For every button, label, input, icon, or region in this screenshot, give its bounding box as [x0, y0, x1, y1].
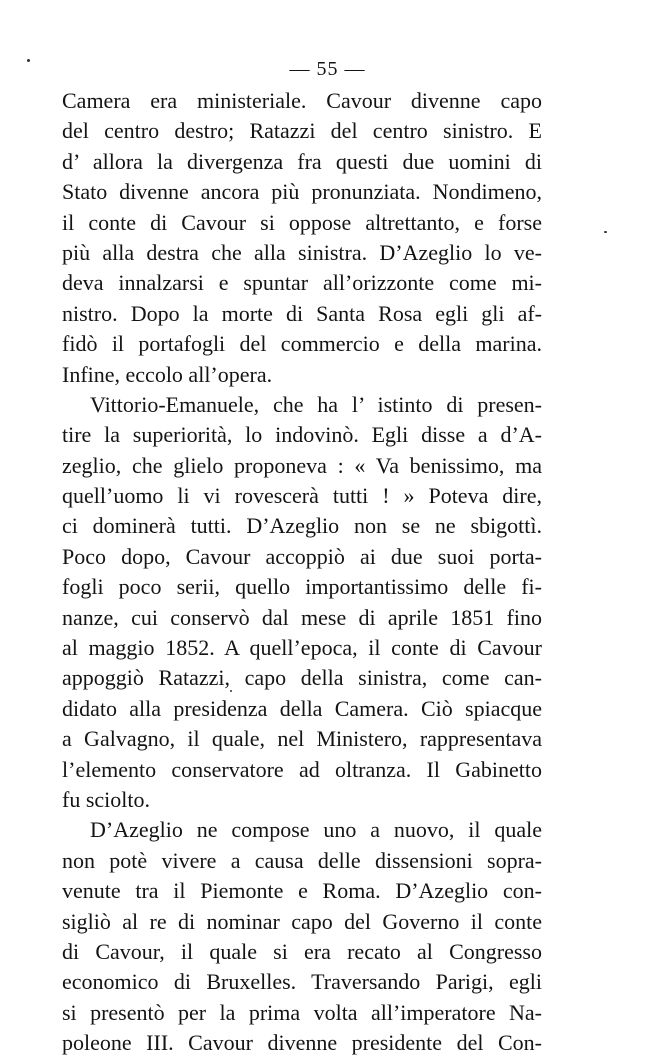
text-line: didato alla presidenza della Camera. Ciò spiacque	[62, 695, 542, 721]
text-line: Camera era ministeriale. Cavour divenne capo	[62, 88, 542, 113]
text-line: fidò il portafogli del commercio e della marina.	[62, 331, 542, 357]
text-line: economico di Bruxelles. Traversando Parigi, egli	[62, 969, 542, 995]
scan-speck	[27, 59, 30, 62]
text-line: l’elemento conservatore ad oltranza. Il Gabinetto	[62, 756, 542, 782]
text-line: Poco dopo, Cavour accoppiò ai due suoi porta-	[62, 543, 542, 569]
text-line: quell’uomo li vi rovescerà tutti ! » Poteva dire,	[62, 483, 542, 509]
text-line: ci dominerà tutti. D’Azeglio non se ne sbigottì.	[62, 513, 542, 539]
text-line: Vittorio-Emanuele, che ha l’ istinto di presen-	[90, 391, 542, 417]
text-line: al maggio 1852. A quell’epoca, il conte di Cavour	[62, 635, 542, 661]
text-line: tire la superiorità, lo indovinò. Egli disse a d’A-	[62, 422, 542, 448]
text-line: fu sciolto.	[62, 786, 150, 812]
text-line: zeglio, che glielo proponeva : « Va benissimo, ma	[62, 452, 542, 478]
text-line: deva innalzarsi e spuntar all’orizzonte come mi-	[62, 270, 542, 296]
text-line: sigliò al re di nominar capo del Governo il conte	[62, 908, 542, 934]
text-line: più alla destra che alla sinistra. D’Azeglio lo ve-	[62, 239, 542, 265]
text-line: a Galvagno, il quale, nel Ministero, rappresentava	[62, 726, 542, 752]
body-text	[62, 86, 542, 1059]
page-number: — 55 —	[289, 58, 366, 80]
text-line: nistro. Dopo la morte di Santa Rosa egli gli af-	[62, 300, 542, 326]
text-line: Stato divenne ancora più pronunziata. Nondimeno,	[62, 179, 542, 205]
text-line: fogli poco serii, quello importantissimo delle fi-	[62, 574, 542, 600]
text-line: appoggiò Ratazzi, capo della sinistra, come can-	[62, 665, 542, 691]
text-line: del centro destro; Ratazzi del centro sinistro. E	[62, 118, 542, 144]
text-line: d’ allora la divergenza fra questi due uomini di	[62, 148, 542, 174]
text-line: il conte di Cavour si oppose altrettanto, e forse	[62, 209, 542, 235]
text-line: D’Azeglio ne compose uno a nuovo, il quale	[90, 817, 542, 843]
text-line: venute tra il Piemonte e Roma. D’Azeglio con-	[62, 878, 542, 904]
text-line: poleone III. Cavour divenne presidente del Con-	[62, 1030, 542, 1056]
text-line: nanze, cui conservò dal mese di aprile 1851 fino	[62, 604, 542, 630]
text-line: non potè vivere a causa delle dissensioni sopra-	[62, 847, 542, 873]
scan-speck	[604, 231, 607, 233]
text-line: Infine, eccolo all’opera.	[62, 361, 273, 387]
text-line: di Cavour, il quale si era recato al Congresso	[62, 938, 542, 964]
text-line: si presentò per la prima volta all’imperatore Na-	[62, 999, 542, 1025]
